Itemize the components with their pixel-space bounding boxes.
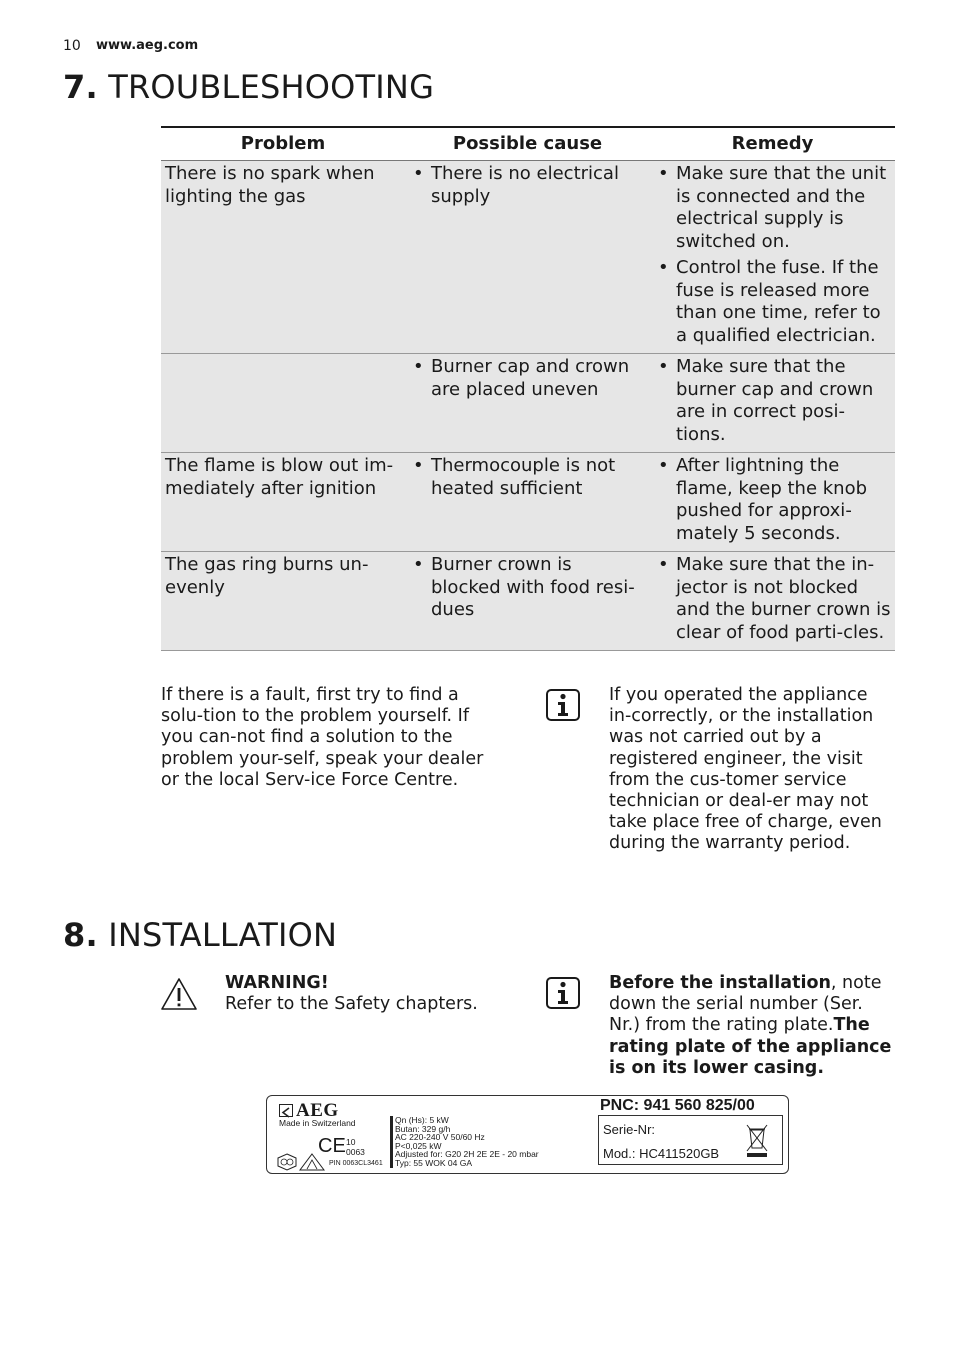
remedy-cell: [650, 453, 895, 552]
installation-note: [609, 973, 895, 1079]
website-url: www.aeg.com: [96, 38, 199, 53]
cause-item: • There is no electrical supply: [409, 163, 646, 208]
model-label: Mod.: HC411520GB: [603, 1146, 720, 1161]
spec-line: Adjusted for: G20 2H 2E 2E - 20 mbar: [395, 1149, 539, 1160]
cause-item: • Burner cap and crown are placed uneven: [409, 356, 646, 401]
remedy-cell: [650, 354, 895, 453]
header-possible-cause: Possible cause: [405, 127, 650, 161]
table-row: [161, 453, 895, 552]
problem-cell: [161, 354, 405, 453]
pin-number: PIN 0063CL3461: [329, 1160, 383, 1167]
spec-line: Typ: 55 WOK 04 GA: [395, 1157, 473, 1168]
remedy-item: • Make sure that the unit is connected and the electrical supply is switched on.: [654, 163, 891, 253]
warning-block: [225, 973, 525, 1015]
weee-bin-icon: [745, 1122, 769, 1163]
cause-item: • Thermocouple is not heated sufficient: [409, 455, 646, 500]
header-remedy: Remedy: [650, 127, 895, 161]
info-icon: [546, 689, 580, 721]
ce-number-bottom: 0063: [346, 1147, 365, 1157]
problem-cell: There is no spark when lighting the gas: [161, 161, 405, 354]
spec-line: Butan: 329 g/h: [395, 1123, 451, 1134]
table-row: [161, 161, 895, 354]
warning-icon: [160, 977, 198, 1011]
brand-logo: AEG: [296, 1100, 339, 1121]
table-row: [161, 552, 895, 651]
brand-mark-icon: [279, 1104, 293, 1117]
warning-text: Refer to the Safety chapters.: [225, 994, 478, 1015]
remedy-item: • Control the fuse. If the fuse is released more than one time, refer to a qualified electrician.: [654, 257, 891, 347]
page-number: 10: [63, 38, 81, 54]
installation-title: [63, 916, 337, 954]
note-text: , note down the serial number (Ser. Nr.) from the rating plate.: [609, 973, 882, 1036]
made-in-label: Made in Switzerland: [279, 1118, 356, 1128]
problem-cell: The gas ring burns un-evenly: [161, 552, 405, 651]
serial-model-box: [598, 1115, 783, 1165]
note-bold-lead: Before the installation: [609, 973, 831, 993]
header-problem: Problem: [161, 127, 405, 161]
cause-cell: [405, 161, 650, 354]
cause-cell: [405, 453, 650, 552]
cause-cell: [405, 354, 650, 453]
spec-line: Qn (Hs): 5 kW: [395, 1115, 449, 1125]
rating-plate: [266, 1095, 789, 1174]
section-number: 7.: [63, 68, 98, 106]
triangle-mark-icon: [299, 1153, 325, 1176]
warning-title: WARNING!: [225, 973, 329, 993]
note-bold-tail: The rating plate of the appliance is on its lower casing.: [609, 1015, 892, 1078]
troubleshooting-title: [63, 68, 434, 106]
pnc-number: PNC: 941 560 825/00: [600, 1097, 755, 1114]
remedy-item: • Make sure that the in-jector is not blocked and the burner crown is clear of food parti-cles.: [654, 554, 891, 644]
spec-line: AC 220-240 V 50/60 Hz: [395, 1132, 485, 1143]
spec-line: P<0,025 kW: [395, 1140, 442, 1151]
divider-bar: [390, 1116, 393, 1168]
info-icon: [546, 977, 580, 1009]
troubleshooting-table: [161, 126, 895, 651]
remedy-cell: [650, 161, 895, 354]
fault-note: If there is a fault, first try to find a solu-tion to the problem yourself. If you can-not find a solution to the problem your-self, speak your dealer or the local Serv-ice Force Centre.: [161, 685, 484, 790]
remedy-item: • After lightning the flame, keep the knob pushed for approxi-mately 5 seconds.: [654, 455, 891, 545]
remedy-item: • Make sure that the burner cap and crown are in correct posi-tions.: [654, 356, 891, 446]
table-header-row: [161, 127, 895, 161]
warranty-note: If you operated the appliance in-correctly, or the installation was not carried out by a registered engineer, the visit from the cus-tomer service technician or deal-er may not take place free of charge, even during the warranty period.: [609, 685, 882, 854]
ce-number-top: 10: [346, 1137, 356, 1147]
problem-cell: The flame is blow out im-mediately after ignition: [161, 453, 405, 552]
section-title: INSTALLATION: [108, 916, 338, 954]
table-row: [161, 354, 895, 453]
cause-item: • Burner crown is blocked with food resi-dues: [409, 554, 646, 622]
ce-mark-icon: CE: [318, 1135, 346, 1157]
section-number: 8.: [63, 916, 98, 954]
section-title: TROUBLESHOOTING: [108, 68, 435, 106]
serial-label: Serie-Nr:: [603, 1122, 656, 1137]
remedy-cell: [650, 552, 895, 651]
hexagon-icon: [276, 1153, 298, 1176]
cause-cell: [405, 552, 650, 651]
spec-list: [395, 1116, 595, 1168]
